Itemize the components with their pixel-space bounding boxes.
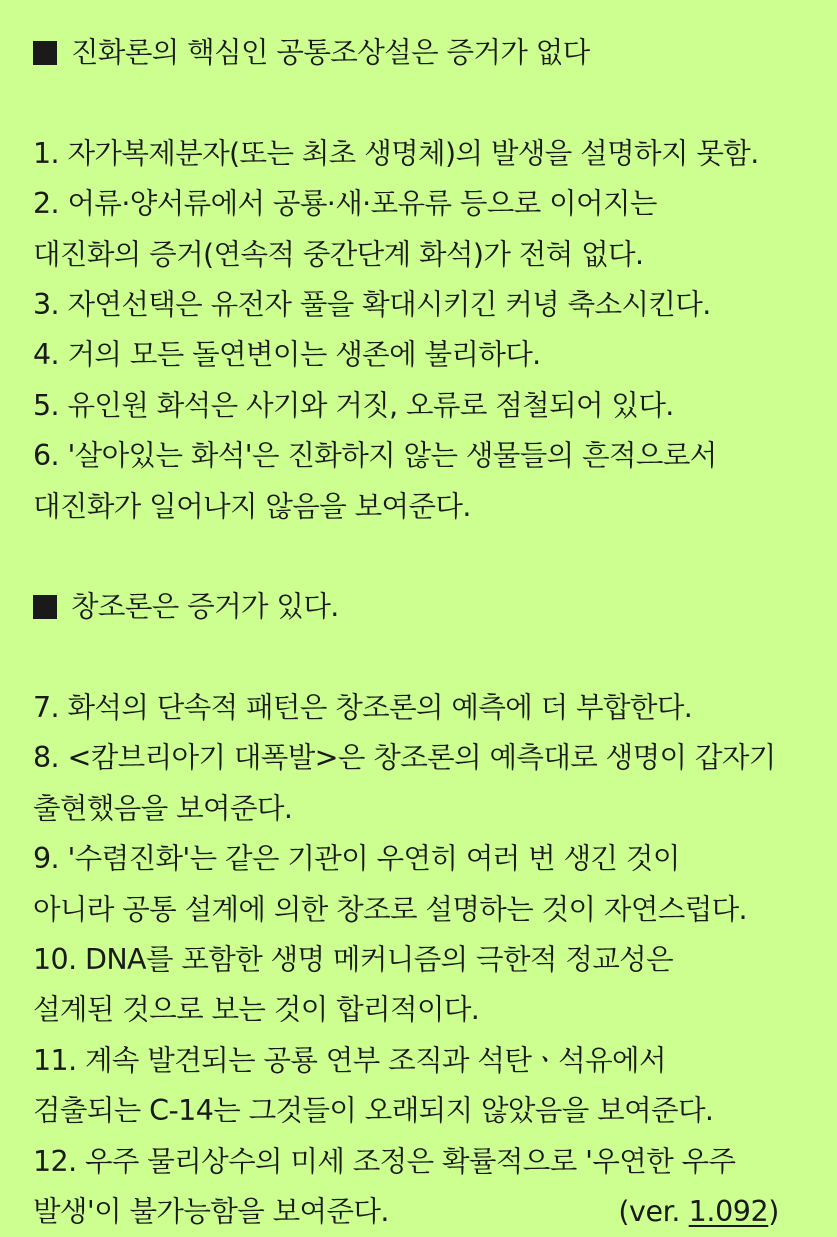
section2-heading-text: 창조론은 증거가 있다. [71,590,339,624]
section1-heading [33,28,817,78]
version-label [618,1187,779,1237]
claim-line: 6. '살아있는 화석'은 진화하지 않는 생물들의 흔적으로서 [33,439,717,473]
claim-line: 검출되는 C-14는 그것들이 오래되지 않았음을 보여준다. [33,1094,714,1128]
claim-line: 12. 우주 물리상수의 미세 조정은 확률적으로 '우연한 우주 [33,1144,736,1178]
claim-line: 10. DNA를 포함한 생명 메커니즘의 극한적 정교성은 [33,943,674,977]
version-prefix: (ver. [618,1194,689,1228]
claim-line: 대진화의 증거(연속적 중간단계 화석)가 전혀 없다. [33,237,644,271]
square-bullet-icon [33,595,57,619]
claim-line-last [33,1187,817,1237]
version-suffix: ) [768,1194,779,1228]
blank-line [33,78,817,128]
claim-line: 대진화가 일어나지 않음을 보여준다. [33,489,471,523]
section2-heading [33,582,817,632]
version-number: 1.092 [688,1194,769,1228]
claim-line: 5. 유인원 화석은 사기와 거짓, 오류로 점철되어 있다. [33,388,674,422]
claim-line: 4. 거의 모든 돌연변이는 생존에 불리하다. [33,338,541,372]
claim-line: 2. 어류·양서류에서 공룡·새·포유류 등으로 이어지는 [33,187,657,221]
claim-line: 설계된 것으로 보는 것이 합리적이다. [33,993,480,1027]
claim-line: 1. 자가복제분자(또는 최초 생명체)의 발생을 설명하지 못함. [33,136,759,170]
claim-line: 8. <캄브리아기 대폭발>은 창조론의 예측대로 생명이 갑자기 [33,741,776,775]
blank-line [33,532,817,582]
blank-line [33,633,817,683]
claim-line-last-text: 발생'이 불가능함을 보여준다. [33,1194,389,1228]
square-bullet-icon [33,41,57,65]
claim-line: 11. 계속 발견되는 공룡 연부 조직과 석탄ㆍ석유에서 [33,1043,666,1077]
claim-line: 3. 자연선택은 유전자 풀을 확대시키긴 커녕 축소시킨다. [33,287,711,321]
claim-line: 9. '수렴진화'는 같은 기관이 우연히 여러 번 생긴 것이 [33,842,680,876]
claim-line: 7. 화석의 단속적 패턴은 창조론의 예측에 더 부합한다. [33,691,693,725]
section1-heading-text: 진화론의 핵심인 공통조상설은 증거가 없다 [71,36,590,69]
claim-line: 출현했음을 보여준다. [33,791,293,825]
claim-line: 아니라 공통 설계에 의한 창조로 설명하는 것이 자연스럽다. [33,892,748,926]
